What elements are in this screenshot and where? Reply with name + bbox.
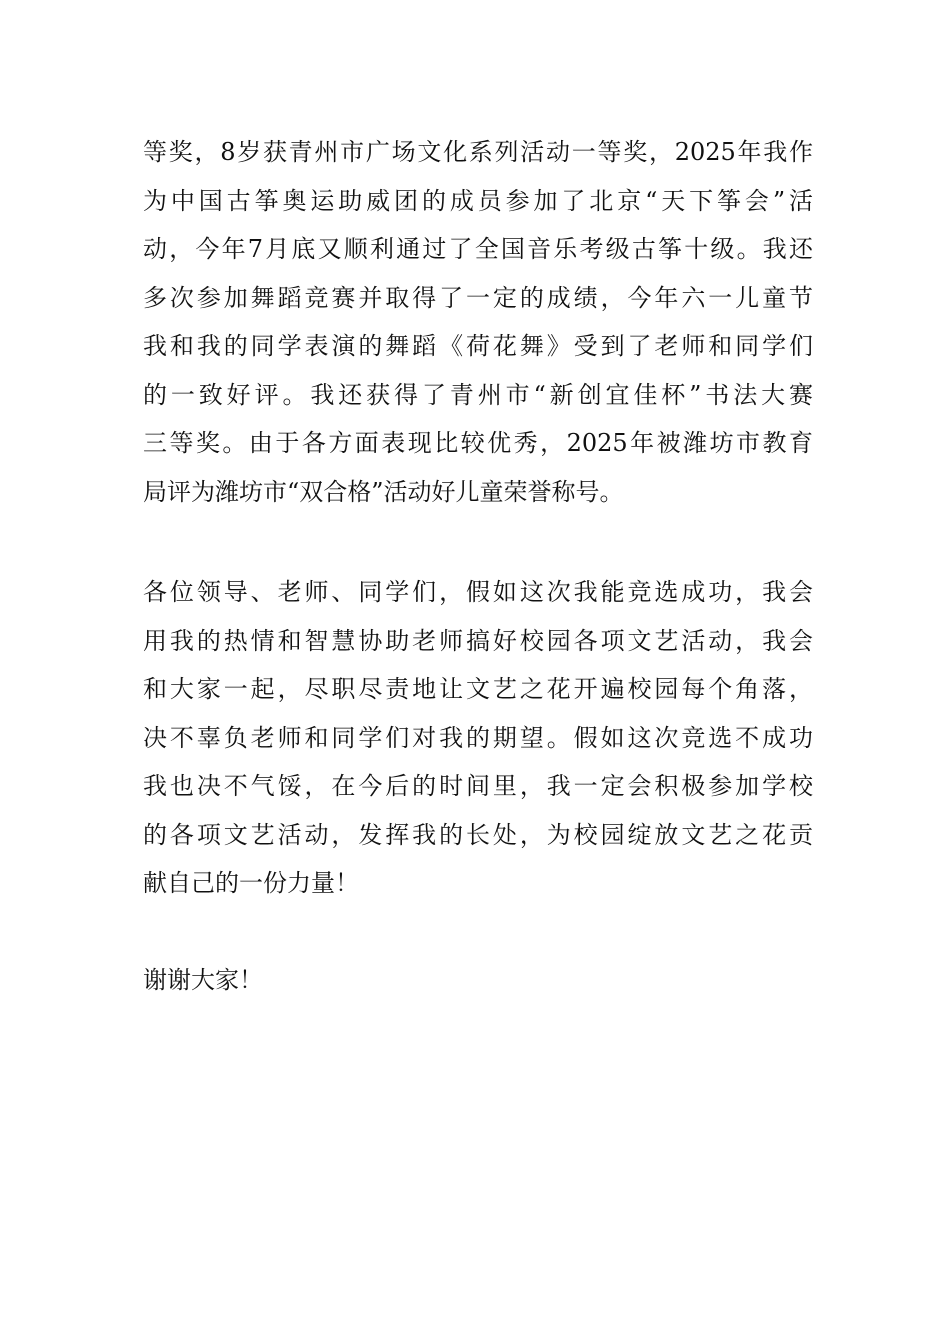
text-line: 三等奖。由于各方面表现比较优秀，2025年被潍坊市教育: [143, 429, 813, 457]
text-line: 献自己的一份力量！: [143, 869, 359, 897]
paragraph-spacer: [143, 908, 813, 956]
text-line: 各位领导、老师、同学们，假如这次我能竞选成功，我会: [143, 578, 813, 606]
document-body: [143, 128, 813, 1004]
text-line: 动，今年7月底又顺利通过了全国音乐考级古筝十级。我还: [143, 235, 813, 263]
text-line: 等奖，8岁获青州市广场文化系列活动一等奖，2025年我作: [143, 138, 813, 166]
text-line: 多次参加舞蹈竞赛并取得了一定的成绩，今年六一儿童节: [143, 283, 813, 312]
text-line: 的一致好评。我还获得了青州市“新创宜佳杯”书法大赛: [143, 380, 813, 409]
paragraph-spacer: [143, 516, 813, 568]
paragraph-closing: [143, 956, 813, 1005]
text-line: 我和我的同学表演的舞蹈《荷花舞》受到了老师和同学们: [143, 332, 813, 360]
text-line: 和大家一起，尽职尽责地让文艺之花开遍校园每个角落，: [143, 675, 813, 703]
text-line: 的各项文艺活动，发挥我的长处，为校园绽放文艺之花贡: [143, 820, 813, 849]
paragraph-achievements: [143, 128, 813, 516]
text-line: 决不辜负老师和同学们对我的期望。假如这次竞选不成功: [143, 723, 813, 752]
closing-line: 谢谢大家！: [143, 965, 263, 994]
text-line: 我也决不气馁，在今后的时间里，我一定会积极参加学校: [143, 772, 813, 800]
text-line: 用我的热情和智慧协助老师搞好校园各项文艺活动，我会: [143, 626, 813, 655]
paragraph-pledge: [143, 568, 813, 908]
text-line: 为中国古筝奥运助威团的成员参加了北京“天下筝会”活: [143, 186, 813, 215]
text-line: 局评为潍坊市“双合格”活动好儿童荣誉称号。: [143, 477, 624, 506]
